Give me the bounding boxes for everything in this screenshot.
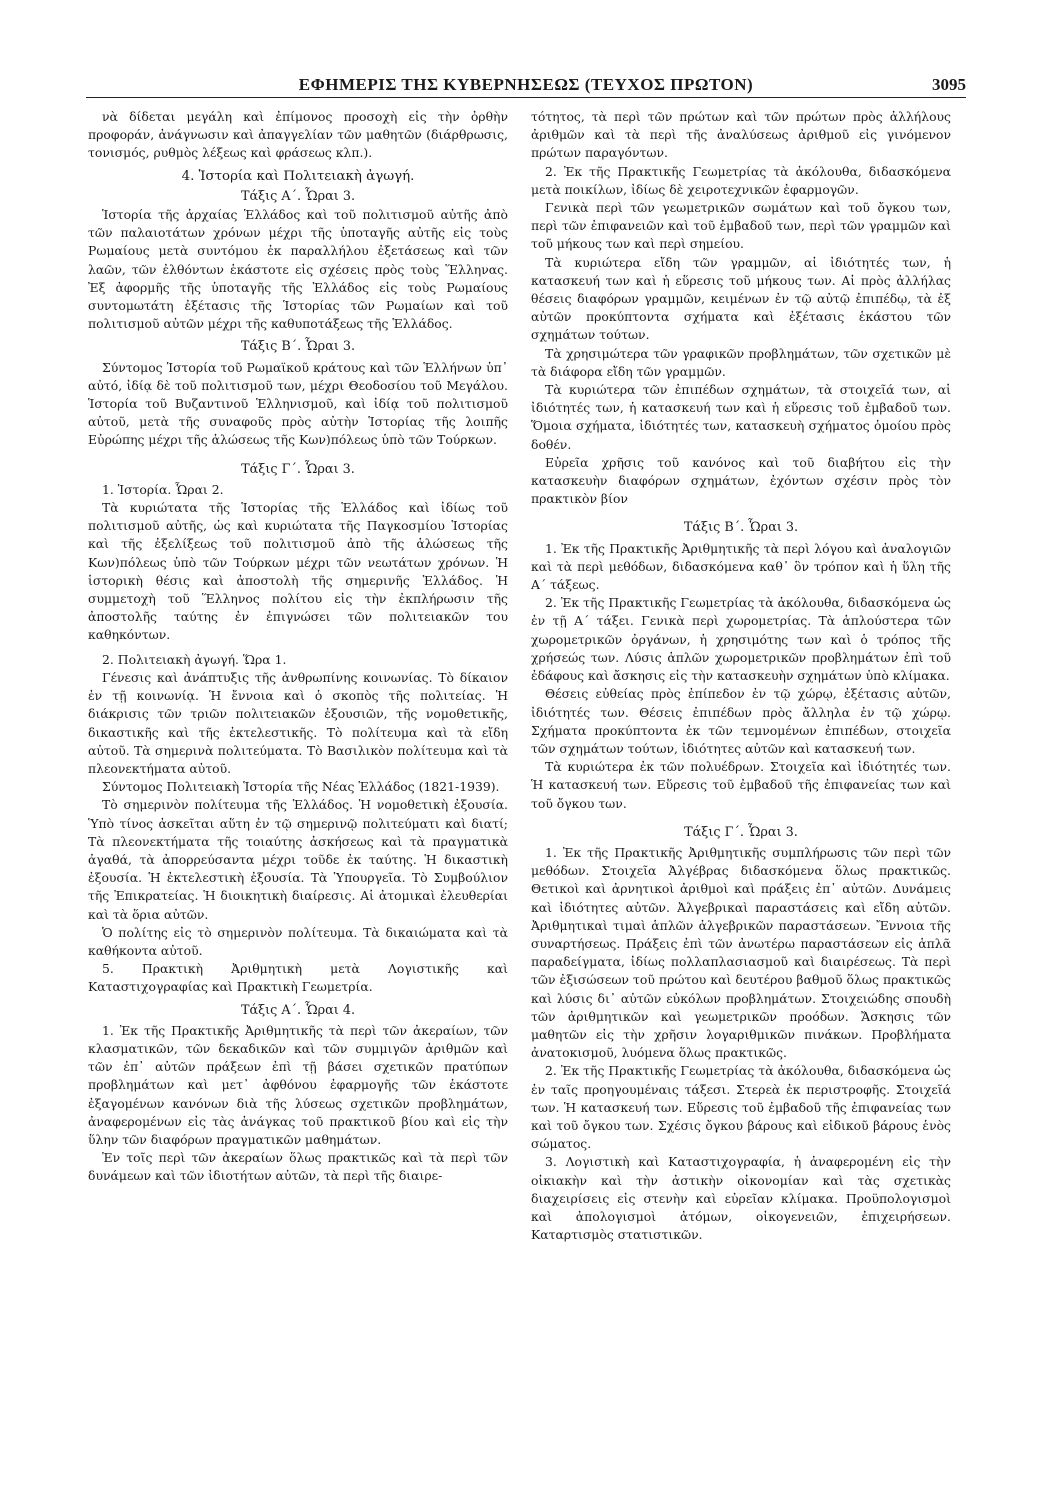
gazette-title: ΕΦΗΜΕΡΙΣ ΤΗΣ ΚΥΒΕΡΝΗΣΕΩΣ (ΤΕΥΧΟΣ ΠΡΩΤΟΝ) (298, 75, 754, 94)
page-header (86, 75, 966, 99)
class-a4-heading: Τάξις Α΄. Ὧραι 4. (240, 1002, 356, 1018)
geometry-plane-shapes: Τὰ κυριώτερα τῶν ἐπιπέδων σχημάτων, τὰ στοιχεῖά των, αἱ ἰδιότητές των, ἡ κατασκευή των καὶ ἡ εὕρεσις τοῦ ἐμβαδοῦ των. Ὅμοια σχήματα, ἰδιότητές των, κατασκευὴ σχήματος ὁμοίου πρὸς δοθέν. (531, 382, 951, 452)
c2-paragraph-3: Τὸ σημερινὸν πολίτευμα τῆς Ἑλλάδος. Ἡ νομοθετικὴ ἐξουσία. Ὑπὸ τίνος ἀσκεῖται αὕτη ἐν τῷ σημερινῷ πολιτεύματι καὶ διατί; Τὰ πλεονεκτήματα τῆς τοιαύτης ἀσκήσεως καὶ τὰ πραγματικὰ ἀγαθά, τὰ ἀπορρεύσαντα μέχρι τοῦδε ἐκ ταύτης. Ἡ δικαστικὴ ἐξουσία. Ἡ ἐκτελεστικὴ ἐξουσία. Τὰ Ὑπουργεῖα. Τὸ Συμβούλιον τῆς Ἐπικρατείας. Ἡ διοικητικὴ διαίρεσις. Αἱ ἀτομικαὶ ἐλευθερίαι καὶ τὰ ὅρια αὐτῶν. (88, 797, 508, 922)
geometry-lines: Τὰ κυριώτερα εἴδη τῶν γραμμῶν, αἱ ἰδιότητές των, ἡ κατασκευή των καὶ ἡ εὕρεσις τοῦ μήκους των. Αἱ πρὸς ἀλλήλας θέσεις διαφόρων γραμμῶν, κειμένων ἐν τῷ αὐτῷ ἐπιπέδῳ, τὰ ἐξ αὐτῶν προκύπτοντα σχήματα καὶ ἐξέτασις ἑκάστου τῶν σχημάτων τούτων. (531, 254, 951, 343)
geometry-intro: 2. Ἐκ τῆς Πρακτικῆς Γεωμετρίας τὰ ἀκόλουθα, διδασκόμενα μετὰ ποικίλων, ἰδίως δὲ χειροτεχνικῶν ἐφαρμογῶν. (531, 163, 951, 197)
page-number: 3095 (932, 75, 966, 94)
a4-paragraph-2: Ἐν τοῖς περὶ τῶν ἀκεραίων ὅλως πρακτικῶς καὶ τὰ περὶ τῶν δυνάμεων καὶ τῶν ἰδιοτήτων αὐτῶν, τὰ περὶ τῆς διαιρε- (88, 1150, 508, 1184)
section-5-title: 5. Πρακτικὴ Ἀριθμητικὴ μετὰ Λογιστικῆς καὶ Καταστιχογραφίας καὶ Πρακτικὴ Γεωμετρία. (88, 961, 508, 995)
right-column (531, 108, 951, 1244)
geometry-problems: Τὰ χρησιμώτερα τῶν γραφικῶν προβλημάτων, τῶν σχετικῶν μὲ τὰ διάφορα εἴδη τῶν γραμμῶν. (531, 345, 951, 379)
header-rule (86, 97, 966, 98)
c1-text: Τὰ κυριώτατα τῆς Ἱστορίας τῆς Ἑλλάδος καὶ ἰδίως τοῦ πολιτισμοῦ αὐτῆς, ὡς καὶ κυριώτατα τῆς Παγκοσμίου Ἱστορίας καὶ τῆς ἐξελίξεως τοῦ πολιτισμοῦ ἀπὸ τῆς ἁλώσεως τῆς Κων)πόλεως ὑπὸ τῶν Τούρκων μέχρι τῶν νεωτάτων χρόνων. Ἡ ἱστορικὴ θέσις καὶ ἀποστολὴ τῆς σημερινῆς Ἑλλάδος. Ἡ συμμετοχὴ τοῦ Ἕλληνος πολίτου εἰς τὴν ἐκπλήρωσιν τῆς ἀποστολῆς ταύτης ἐν ἐπιγνώσει τῶν πολιτειακῶν του καθηκόντων. (88, 500, 508, 643)
b3-paragraph-3: Θέσεις εὐθείας πρὸς ἐπίπεδον ἐν τῷ χώρῳ, ἐξέτασις αὐτῶν, ἰδιότητές των. Θέσεις ἐπιπέδων πρὸς ἄλληλα ἐν τῷ χώρῳ. Σχήματα προκύπτοντα ἐκ τῶν τεμνομένων ἐπιπέδων, στοιχεῖα τῶν σχημάτων τούτων, ἰδιότητες αὐτῶν καὶ κατασκευή των. (531, 686, 951, 756)
class-c3-heading: Τάξις Γ΄. Ὧραι 3. (684, 824, 798, 840)
c1-title: 1. Ἱστορία. Ὧραι 2. (102, 481, 224, 497)
geometry-tools: Εὐρεῖα χρῆσις τοῦ κανόνος καὶ τοῦ διαβήτου εἰς τὴν κατασκευὴν διαφόρων σχημάτων, ἐχόντων σχέσιν πρὸς τὸν πρακτικὸν βίον (531, 454, 951, 507)
class-a-heading: Τάξις Α΄. Ὧραι 3. (240, 188, 356, 204)
section-4-title: 4. Ἱστορία καὶ Πολιτειακὴ ἀγωγή. (181, 168, 415, 184)
intro-paragraph: νὰ δίδεται μεγάλη καὶ ἐπίμονος προσοχὴ εἰς τὴν ὀρθὴν προφοράν, ἀνάγνωσιν καὶ ἀπαγγελίαν τῶν μαθητῶν (διάρθρωσις, τονισμός, ρυθμὸς λέξεως καὶ φράσεως κλπ.). (88, 109, 508, 161)
c3-paragraph-2: 2. Ἐκ τῆς Πρακτικῆς Γεωμετρίας τὰ ἀκόλουθα, διδασκόμενα ὡς ἐν ταῖς προηγουμέναις τάξεσι. Στερεὰ ἐκ περιστροφῆς. Στοιχεῖά των. Ἡ κατασκευή των. Εὕρεσις τοῦ ἐμβαδοῦ τῆς ἐπιφανείας των καὶ τοῦ ὄγκου των. Σχέσις ὄγκου βάρους καὶ εἰδικοῦ βάρους ἑνὸς σώματος. (531, 1063, 951, 1152)
class-b3-heading: Τάξις Β΄. Ὧραι 3. (683, 520, 799, 536)
left-column (88, 108, 508, 1186)
continuation-paragraph: τότητος, τὰ περὶ τῶν πρώτων καὶ τῶν πρώτων πρὸς ἀλλήλους ἀριθμῶν καὶ τὰ περὶ τῆς ἀναλύσεως ἀριθμοῦ εἰς γινόμενον πρώτων παραγόντων. (531, 109, 951, 161)
b3-paragraph-2: 2. Ἐκ τῆς Πρακτικῆς Γεωμετρίας τὰ ἀκόλουθα, διδασκόμενα ὡς ἐν τῇ Α΄ τάξει. Γενικὰ περὶ χωρομετρίας. Τὰ ἁπλούστερα τῶν χωρομετρικῶν ὀργάνων, ἡ χρησιμότης των καὶ ὁ τρόπος τῆς χρήσεώς των. Λύσις ἁπλῶν χωρομετρικῶν προβλημάτων ἐπὶ τοῦ ἐδάφους καὶ ἄσκησις εἰς τὴν κατασκευὴν σχημάτων ὑπὸ κλίμακα. (531, 595, 951, 684)
class-b-heading: Τάξις Β΄. Ὧραι 3. (240, 339, 356, 355)
c2-title: 2. Πολιτειακὴ ἀγωγή. Ὥρα 1. (102, 651, 287, 667)
c2-paragraph-2: Σύντομος Πολιτειακὴ Ἱστορία τῆς Νέας Ἑλλάδος (1821-1939). (102, 779, 500, 795)
class-c-heading: Τάξις Γ΄. Ὧραι 3. (241, 461, 355, 477)
a4-paragraph-1: 1. Ἐκ τῆς Πρακτικῆς Ἀριθμητικῆς τὰ περὶ τῶν ἀκεραίων, τῶν κλασματικῶν, τῶν δεκαδικῶν καὶ τῶν συμμιγῶν ἀριθμῶν καὶ τῶν ἐπ᾽ αὐτῶν πράξεων ἐπὶ τῇ βάσει σχετικῶν πρατύπων προβλημάτων καὶ μετ᾽ ἀφθόνου ἐφαρμογῆς τῶν ἑκάστοτε ἐξαγομένων κανόνων διὰ τῆς λύσεως σχετικῶν προβλημάτων, ἀναφερομένων εἰς τὰς ἀνάγκας τοῦ πρακτικοῦ βίου καὶ εἰς τὴν ὕλην τῶν διαφόρων πραγματικῶν μαθημάτων. (88, 1022, 508, 1147)
geometry-bodies: Γενικὰ περὶ τῶν γεωμετρικῶν σωμάτων καὶ τοῦ ὄγκου των, περὶ τῶν ἐπιφανειῶν καὶ τοῦ ἐμβαδοῦ των, περὶ τῶν γραμμῶν καὶ τοῦ μήκους των καὶ περὶ σημείου. (531, 200, 951, 252)
b3-paragraph-4: Τὰ κυριώτερα ἐκ τῶν πολυέδρων. Στοιχεῖα καὶ ἰδιότητές των. Ἡ κατασκευή των. Εὕρεσις τοῦ ἐμβαδοῦ τῆς ἐπιφανείας των καὶ τοῦ ὄγκου των. (531, 759, 951, 811)
c3-paragraph-1: 1. Ἐκ τῆς Πρακτικῆς Ἀριθμητικῆς συμπλήρωσις τῶν περὶ τῶν μεθόδων. Στοιχεῖα Ἀλγέβρας διδασκόμενα ὅλως πρακτικῶς. Θετικοὶ καὶ ἀρνητικοὶ ἀριθμοὶ καὶ πράξεις ἐπ᾽ αὐτῶν. Δυνάμεις καὶ ἰδιότητες αὐτῶν. Ἀλγεβρικαὶ παραστάσεις καὶ εἴδη αὐτῶν. Ἀριθμητικαὶ τιμαὶ ἁπλῶν ἀλγεβρικῶν παραστάσεων. Ἔννοια τῆς συναρτήσεως. Πράξεις ἐπὶ τῶν ἀνωτέρω παραστάσεων εἰς ἁπλᾶ παραδείγματα, ἰδίως πολλαπλασιασμοῦ καὶ διαιρέσεως. Τὰ περὶ τῶν ἐξισώσεων τοῦ πρώτου καὶ δευτέρου βαθμοῦ ὅλως πρακτικῶς καὶ λύσις δι᾽ αὐτῶν εὐκόλων προβλημάτων. Στοιχειώδης σπουδὴ τῶν ἀριθμητικῶν καὶ γεωμετρικῶν προόδων. Ἄσκησις τῶν μαθητῶν εἰς τὴν χρῆσιν λογαριθμικῶν πινάκων. Προβλήματα ἀνατοκισμοῦ, λυόμενα ὅλως πρακτικῶς. (531, 844, 951, 1061)
c2-paragraph-4: Ὁ πολίτης εἰς τὸ σημερινὸν πολίτευμα. Τὰ δικαιώματα καὶ τὰ καθήκοντα αὐτοῦ. (88, 924, 508, 958)
c3-paragraph-3: 3. Λογιστικὴ καὶ Καταστιχογραφία, ἡ ἀναφερομένη εἰς τὴν οἰκιακὴν καὶ τὴν ἀστικὴν οἰκονομίαν καὶ τὰς σχετικὰς διαχειρίσεις εἰς στενὴν καὶ εὐρεῖαν κλίμακα. Προϋπολογισμοὶ καὶ ἀπολογισμοὶ ἀτόμων, οἰκογενειῶν, ἐπιχειρήσεων. Καταρτισμὸς στατιστικῶν. (531, 1154, 951, 1243)
b3-paragraph-1: 1. Ἐκ τῆς Πρακτικῆς Ἀριθμητικῆς τὰ περὶ λόγου καὶ ἀναλογιῶν καὶ τὰ περὶ μεθόδων, διδασκόμενα καθ᾽ ὃν τρόπον καὶ ἡ ὕλη τῆς Α΄ τάξεως. (531, 540, 951, 593)
class-a-text: Ἱστορία τῆς ἀρχαίας Ἑλλάδος καὶ τοῦ πολιτισμοῦ αὐτῆς ἀπὸ τῶν παλαιοτάτων χρόνων μέχρι τῆς ὑποταγῆς αὐτῆς εἰς τοὺς Ρωμαίους μετὰ συντόμου ἐκ παραλλήλου ἐξετάσεως καὶ τῶν λαῶν, τῶν ἐλθόντων ἑκάστοτε εἰς σχέσεις πρὸς τοὺς Ἕλληνας. Ἐξ ἀφορμῆς τῆς ὑποταγῆς τῆς Ἑλλάδος εἰς τοὺς Ρωμαίους συντομωτάτη ἐξέτασις τῆς Ἱστορίας τῶν Ρωμαίων καὶ τοῦ πολιτισμοῦ αὐτῶν μέχρι τῆς καθυποτάξεως τῆς Ἑλλάδος. (88, 207, 508, 332)
c2-paragraph-1: Γένεσις καὶ ἀνάπτυξις τῆς ἀνθρωπίνης κοινωνίας. Τὸ δίκαιον ἐν τῇ κοινωνίᾳ. Ἡ ἔννοια καὶ ὁ σκοπὸς τῆς πολιτείας. Ἡ διάκρισις τῶν τριῶν πολιτειακῶν ἐξουσιῶν, τῆς νομοθετικῆς, δικαστικῆς καὶ τῆς ἐκτελεστικῆς. Τὸ πολίτευμα καὶ τὰ εἴδη αὐτοῦ. Τὰ σημερινὰ πολιτεύματα. Τὸ Βασιλικὸν πολίτευμα καὶ τὰ πλεονεκτήματα αὐτοῦ. (88, 669, 508, 776)
class-b-text: Σύντομος Ἱστορία τοῦ Ρωμαϊκοῦ κράτους καὶ τῶν Ἑλλήνων ὑπ᾽ αὐτό, ἰδίᾳ δὲ τοῦ πολιτισμοῦ των, μέχρι Θεοδοσίου τοῦ Μεγάλου. Ἱστορία τοῦ Βυζαντινοῦ Ἑλληνισμοῦ, καὶ ἰδίᾳ τοῦ πολιτισμοῦ αὐτοῦ, μετὰ τῆς συναφοῦς πρὸς αὐτὴν Ἱστορίας τῆς λοιπῆς Εὐρώπης μέχρι τῆς ἁλώσεως τῆς Κων)πόλεως ὑπὸ τῶν Τούρκων. (88, 359, 508, 448)
